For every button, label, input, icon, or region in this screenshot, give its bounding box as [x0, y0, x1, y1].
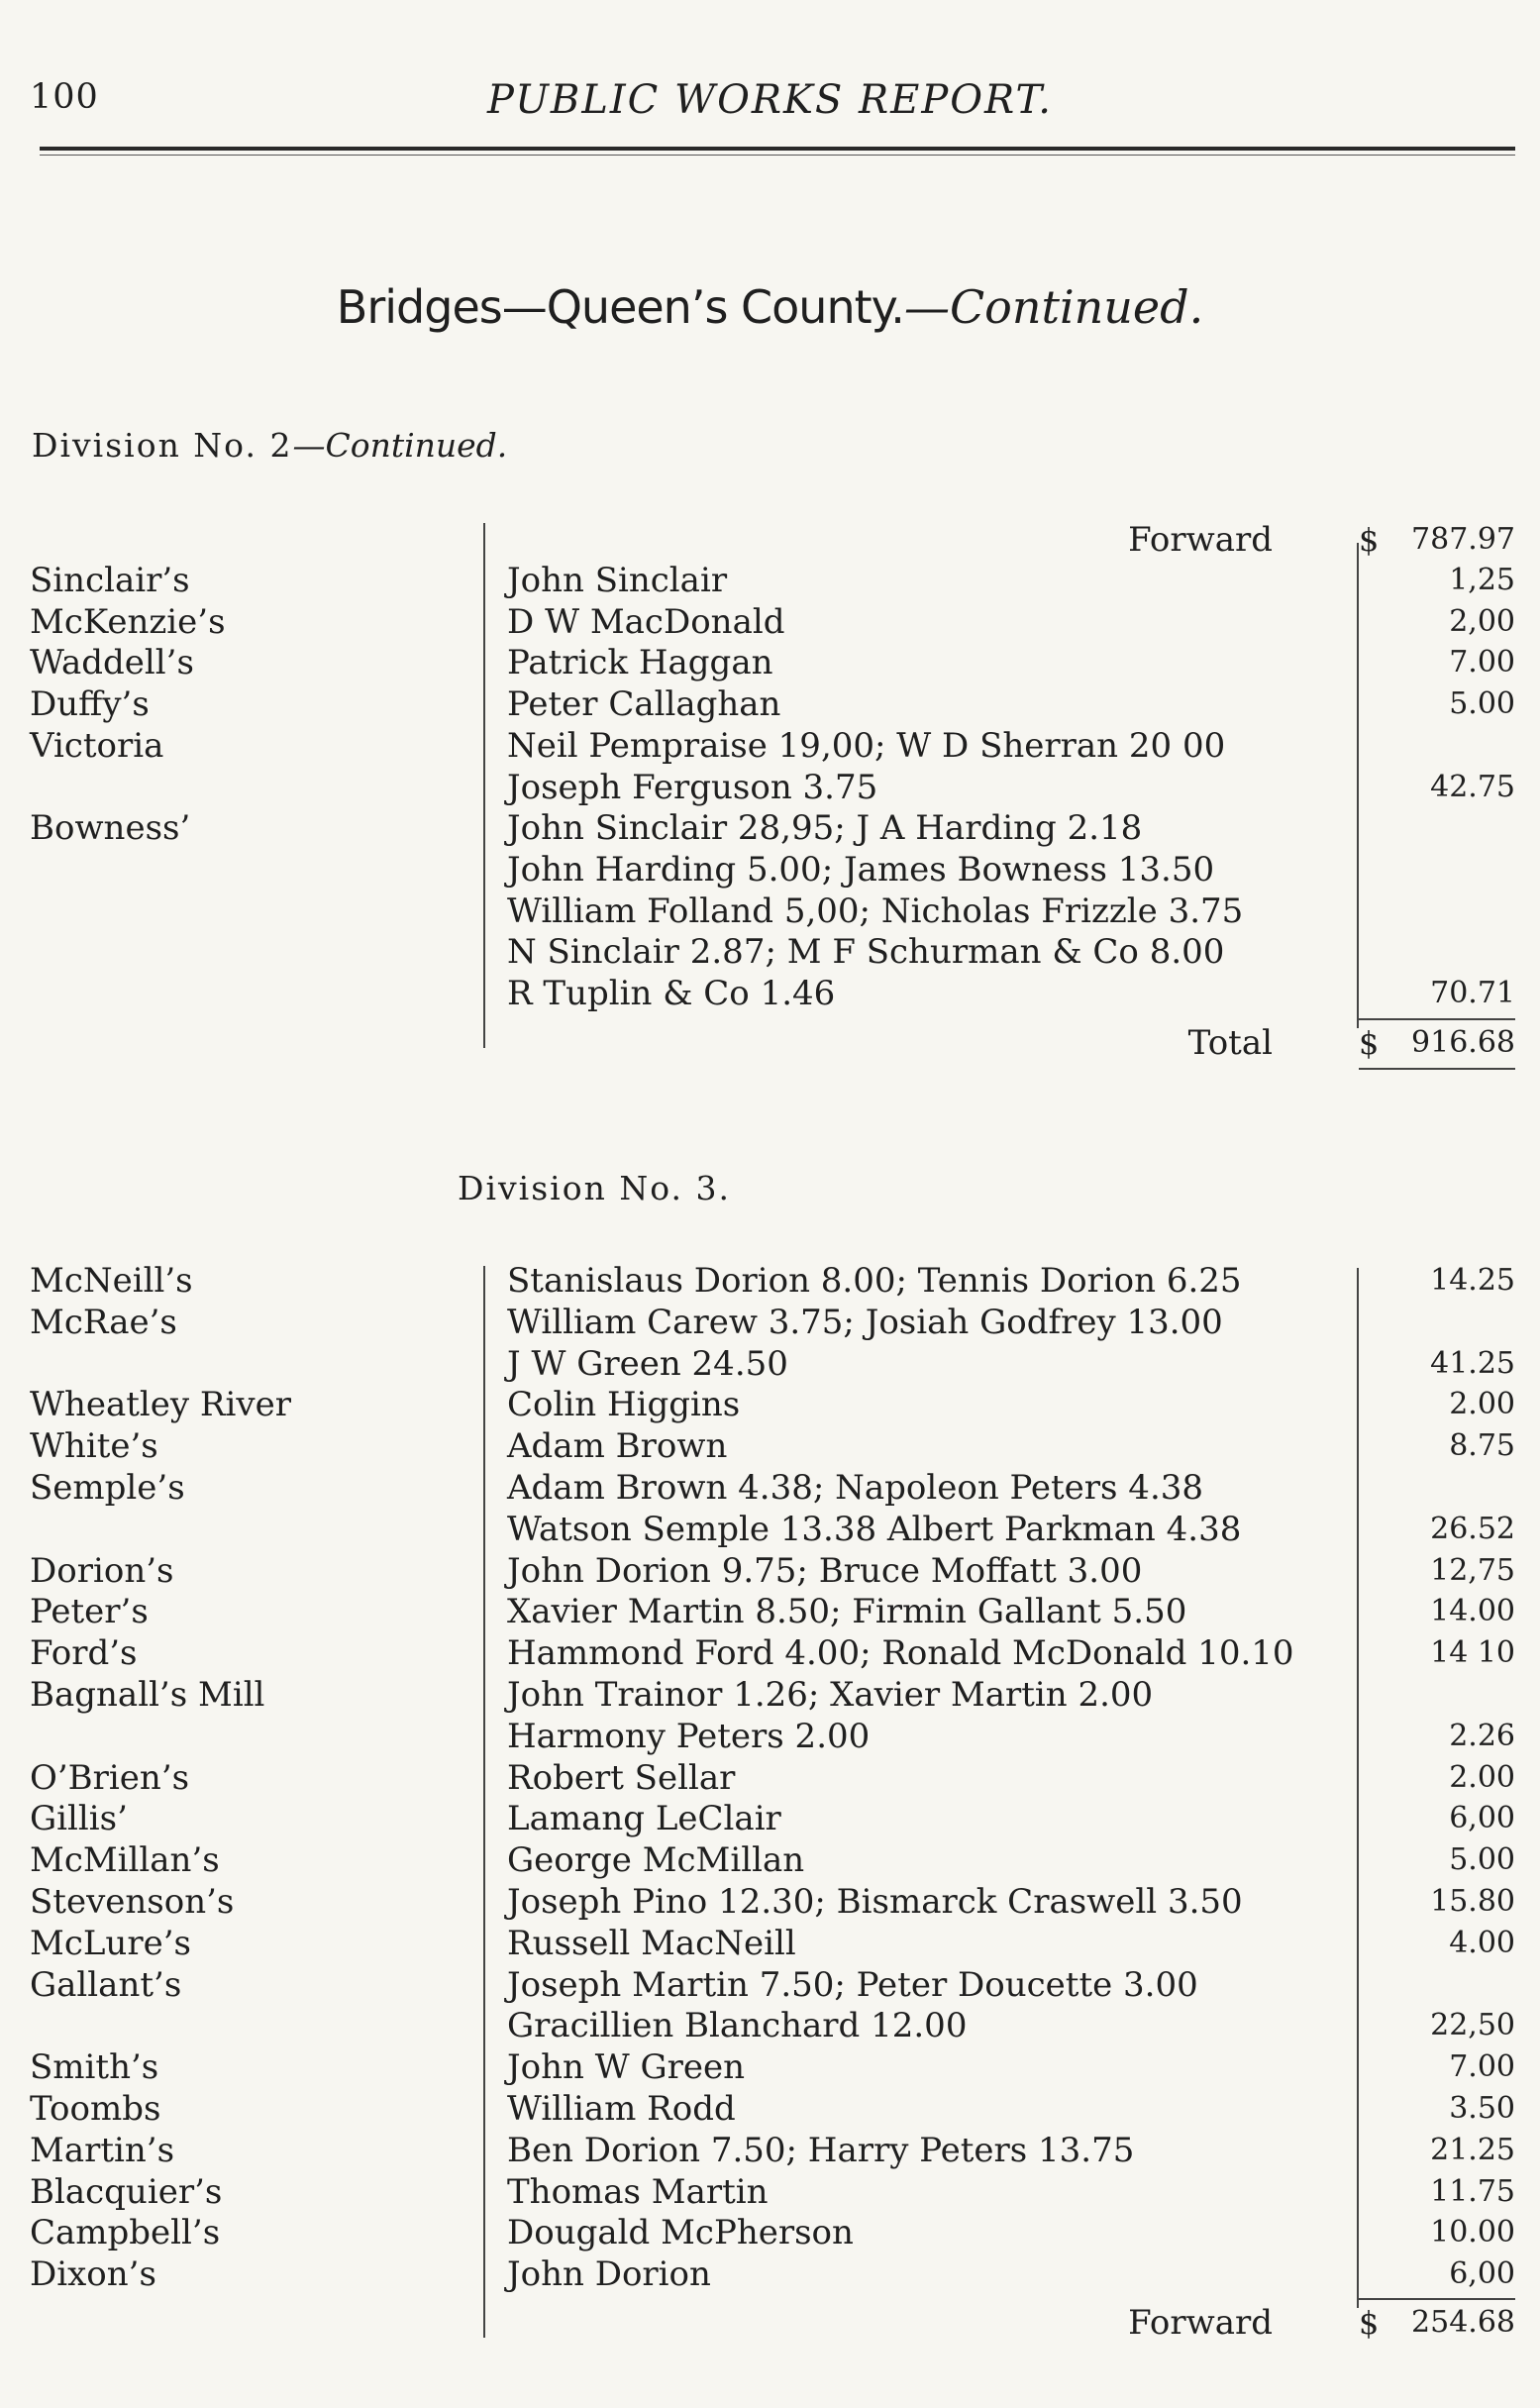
row-amount: 41.25	[1430, 1345, 1515, 1381]
ledger-row	[0, 1591, 1540, 1632]
payee-entry: Colin Higgins	[507, 1385, 741, 1425]
ledger-row	[0, 2088, 1540, 2130]
payee-entry: Robert Sellar	[507, 1757, 736, 1798]
payee-entry: Joseph Ferguson 3.75	[507, 767, 878, 807]
row-amount: 7.00	[1449, 645, 1515, 681]
row-amount: 2.00	[1449, 1759, 1515, 1795]
payee-entry: William Rodd	[507, 2089, 736, 2129]
division-2-total-row	[0, 1022, 1540, 1064]
payee-entry: William Carew 3.75; Josiah Godfrey 13.00	[507, 1302, 1223, 1342]
payee-entry: Peter Callaghan	[507, 684, 781, 725]
payee-entry: Patrick Haggan	[507, 643, 773, 683]
ledger-row	[0, 973, 1540, 1014]
header-rule	[40, 147, 1515, 151]
bridge-location: McKenzie’s	[30, 601, 226, 642]
ledger-row	[0, 2046, 1540, 2088]
bridge-location: Waddell’s	[30, 643, 194, 683]
ledger-row	[0, 767, 1540, 808]
total-label: Total	[1187, 1023, 1273, 1063]
division-3-heading: Division No. 3.	[458, 1169, 731, 1207]
row-amount: 12,75	[1430, 1552, 1515, 1588]
ledger-row	[0, 1716, 1540, 1757]
row-amount: 42.75	[1430, 769, 1515, 804]
bridge-location: McMillan’s	[30, 1840, 220, 1881]
ledger-row	[0, 2253, 1540, 2295]
page-title	[0, 280, 1540, 334]
ledger-row	[0, 1964, 1540, 2006]
payee-entry: Joseph Martin 7.50; Peter Doucette 3.00	[507, 1964, 1198, 2005]
bridge-location: Semple’s	[30, 1468, 185, 1508]
payee-entry: William Folland 5,00; Nicholas Frizzle 3.75	[507, 890, 1244, 931]
payee-entry: Gracillien Blanchard 12.00	[507, 2006, 968, 2046]
payee-entry: Hammond Ford 4.00; Ronald McDonald 10.10	[507, 1633, 1294, 1674]
ledger-row	[0, 683, 1540, 725]
bridge-location: Blacquier’s	[30, 2171, 223, 2212]
bridge-location: Dixon’s	[30, 2254, 156, 2295]
currency-sign: $	[1359, 1024, 1380, 1062]
division-2-total-underline	[1359, 1068, 1515, 1070]
payee-entry: Stanislaus Dorion 8.00; Tennis Dorion 6.25	[507, 1261, 1242, 1301]
payee-entry: J W Green 24.50	[507, 1343, 788, 1384]
bridge-location: Dorion’s	[30, 1550, 174, 1591]
forward-amount: 254.68	[1411, 2305, 1515, 2340]
payee-entry: John Sinclair 28,95; J A Harding 2.18	[507, 808, 1143, 849]
ledger-row	[0, 1757, 1540, 1799]
currency-sign: $	[1359, 2304, 1380, 2342]
bridge-location: Toombs	[30, 2089, 161, 2129]
forward-label: Forward	[1128, 520, 1273, 560]
ledger-row	[0, 2005, 1540, 2046]
row-amount: 1,25	[1449, 563, 1515, 597]
division-2-continued: —Continued.	[292, 426, 508, 465]
ledger-row	[0, 931, 1540, 973]
row-amount: 14.00	[1430, 1594, 1515, 1629]
bridge-location: Wheatley River	[30, 1385, 291, 1425]
row-amount: 2.26	[1449, 1718, 1515, 1753]
ledger-row	[0, 1632, 1540, 1674]
bridge-location: Campbell’s	[30, 2213, 221, 2253]
division-2-label: Division No. 2	[32, 426, 293, 465]
bridge-location: Bagnall’s Mill	[30, 1675, 265, 1715]
ledger-row	[0, 2171, 1540, 2213]
payee-entry: John Dorion 9.75; Bruce Moffatt 3.00	[507, 1550, 1143, 1591]
title-continued: —Continued.	[903, 280, 1204, 334]
payee-entry: John W Green	[507, 2047, 746, 2088]
row-amount: 8.75	[1449, 1428, 1515, 1464]
payee-entry: Watson Semple 13.38 Albert Parkman 4.38	[507, 1509, 1242, 1549]
division-2-forward-row	[0, 519, 1540, 561]
division-3-forward-rule	[1359, 2298, 1515, 2300]
payee-entry: Harmony Peters 2.00	[507, 1716, 871, 1756]
row-amount: 11.75	[1430, 2173, 1515, 2209]
forward-label: Forward	[1128, 2303, 1273, 2343]
bridge-location: Gallant’s	[30, 1964, 182, 2005]
bridge-location: Stevenson’s	[30, 1882, 235, 1922]
row-amount: 70.71	[1430, 976, 1515, 1010]
forward-amount: 787.97	[1411, 522, 1515, 557]
bridge-location: Peter’s	[30, 1592, 149, 1632]
bridge-location: McNeill’s	[30, 1261, 193, 1301]
row-amount: 22,50	[1430, 2008, 1515, 2043]
title-main: Bridges—Queen’s County.	[336, 280, 904, 334]
row-amount: 14 10	[1430, 1635, 1515, 1671]
row-amount: 5.00	[1449, 686, 1515, 722]
ledger-row	[0, 1302, 1540, 1343]
ledger-row	[0, 849, 1540, 890]
ledger-row	[0, 1509, 1540, 1550]
bridge-location: Sinclair’s	[30, 561, 190, 600]
row-amount: 26.52	[1430, 1511, 1515, 1546]
ledger-row	[0, 1839, 1540, 1881]
payee-entry: N Sinclair 2.87; M F Schurman & Co 8.00	[507, 932, 1225, 973]
ledger-row	[0, 2212, 1540, 2253]
ledger-row	[0, 642, 1540, 683]
ledger-row	[0, 1425, 1540, 1467]
bridge-location: White’s	[30, 1426, 158, 1467]
ledger-row	[0, 725, 1540, 767]
ledger-row	[0, 1923, 1540, 1964]
payee-entry: Dougald McPherson	[507, 2213, 854, 2253]
ledger-row	[0, 1343, 1540, 1385]
row-amount: 5.00	[1449, 1842, 1515, 1878]
payee-entry: R Tuplin & Co 1.46	[507, 974, 836, 1013]
row-amount: 15.80	[1430, 1884, 1515, 1919]
payee-entry: D W MacDonald	[507, 601, 785, 642]
row-amount: 21.25	[1430, 2132, 1515, 2167]
ledger-row	[0, 807, 1540, 849]
bridge-location: Bowness’	[30, 808, 191, 849]
payee-entry: Neil Pempraise 19,00; W D Sherran 20 00	[507, 725, 1226, 766]
payee-entry: John Trainor 1.26; Xavier Martin 2.00	[507, 1675, 1154, 1715]
bridge-location: Gillis’	[30, 1799, 128, 1839]
ledger-row	[0, 1798, 1540, 1839]
payee-entry: Joseph Pino 12.30; Bismarck Craswell 3.50	[507, 1882, 1243, 1922]
header-rule-thin	[40, 155, 1515, 156]
payee-entry: Adam Brown	[507, 1426, 728, 1467]
row-amount: 2,00	[1449, 603, 1515, 639]
running-head: PUBLIC WORKS REPORT.	[487, 77, 1053, 123]
division-3-forward-row	[0, 2302, 1540, 2344]
division-2-total-rule	[1359, 1018, 1515, 1020]
division-2-heading	[32, 426, 507, 465]
ledger-row	[0, 1674, 1540, 1716]
ledger-row	[0, 1467, 1540, 1509]
bridge-location: McLure’s	[30, 1923, 191, 1963]
payee-entry: George McMillan	[507, 1840, 805, 1881]
total-amount: 916.68	[1411, 1025, 1515, 1060]
bridge-location: Martin’s	[30, 2130, 175, 2170]
currency-sign: $	[1359, 521, 1380, 559]
row-amount: 10.00	[1430, 2215, 1515, 2251]
row-amount: 4.00	[1449, 1925, 1515, 1960]
payee-entry: Thomas Martin	[507, 2171, 769, 2212]
ledger-row	[0, 890, 1540, 932]
bridge-location: Victoria	[30, 725, 164, 766]
ledger-row	[0, 2130, 1540, 2171]
row-amount: 2.00	[1449, 1387, 1515, 1422]
row-amount: 14.25	[1430, 1263, 1515, 1298]
ledger-row	[0, 1881, 1540, 1923]
payee-entry: John Harding 5.00; James Bowness 13.50	[507, 849, 1215, 890]
ledger-row	[0, 1384, 1540, 1425]
payee-entry: Russell MacNeill	[507, 1923, 796, 1963]
ledger-row	[0, 560, 1540, 601]
row-amount: 7.00	[1449, 2049, 1515, 2085]
bridge-location: Smith’s	[30, 2047, 159, 2088]
ledger-row	[0, 601, 1540, 643]
bridge-location: Ford’s	[30, 1633, 138, 1674]
payee-entry: John Dorion	[507, 2254, 711, 2295]
row-amount: 6,00	[1449, 2256, 1515, 2292]
payee-entry: John Sinclair	[507, 561, 728, 600]
payee-entry: Adam Brown 4.38; Napoleon Peters 4.38	[507, 1468, 1204, 1508]
page-number: 100	[30, 77, 99, 117]
bridge-location: McRae’s	[30, 1302, 177, 1342]
ledger-row	[0, 1550, 1540, 1592]
payee-entry: Xavier Martin 8.50; Firmin Gallant 5.50	[507, 1592, 1187, 1632]
bridge-location: O’Brien’s	[30, 1757, 190, 1798]
payee-entry: Lamang LeClair	[507, 1799, 781, 1839]
row-amount: 6,00	[1449, 1801, 1515, 1836]
payee-entry: Ben Dorion 7.50; Harry Peters 13.75	[507, 2130, 1135, 2170]
bridge-location: Duffy’s	[30, 684, 150, 725]
row-amount: 3.50	[1449, 2091, 1515, 2126]
ledger-row	[0, 1260, 1540, 1302]
